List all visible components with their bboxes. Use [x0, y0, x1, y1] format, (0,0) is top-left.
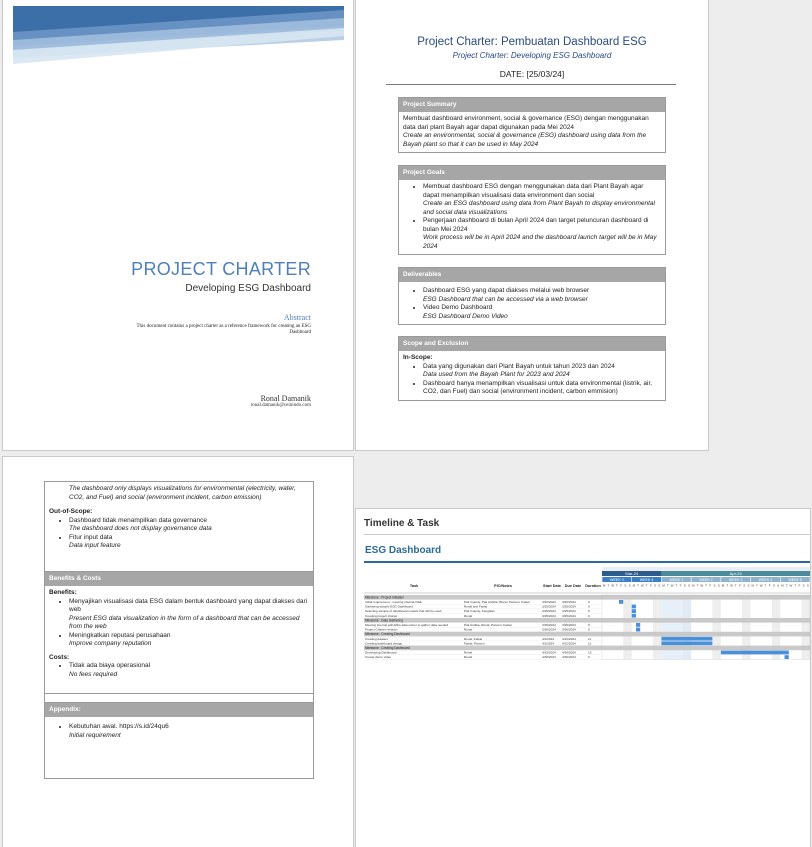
- list-item: [69, 598, 309, 632]
- charter-page: [356, 0, 708, 450]
- task-duration: 15: [588, 650, 592, 655]
- milestone-row-bg: [364, 595, 810, 600]
- day-letter: F: [709, 583, 712, 588]
- timeline-title: Timeline & Task: [364, 518, 440, 529]
- goal-text-id: • Membuat dashboard ESG dengan menggunakan data dari Plant Bayah agar dapat menampilkan visualisasi data environment dan social: [423, 183, 644, 199]
- day-letter: M: [781, 583, 784, 588]
- benefit-text-id: • Meningkatkan reputasi perusahaan: [69, 631, 171, 639]
- day-letter: S: [624, 583, 627, 588]
- week-label: WEEK 4: [639, 578, 654, 582]
- section-heading: Scope and Exclusion: [399, 337, 665, 351]
- deliverable-text-en: ESG Dashboard Demo Video: [423, 312, 508, 320]
- day-letter: M: [632, 583, 636, 588]
- task-duration: 0: [588, 627, 590, 632]
- abstract-heading: Abstract: [283, 313, 311, 322]
- day-letter: S: [628, 583, 631, 588]
- day-letter: S: [717, 583, 720, 588]
- task-pic: Ronal: [464, 650, 473, 655]
- out-scope-text-id: • Fitur input data: [69, 533, 113, 541]
- milestone-label: Milestone : Data Gathering: [365, 618, 403, 623]
- deliverable-text-id: • Dashboard ESG yang dapat diakses melalui web browser: [423, 287, 590, 294]
- milestone-label: Milestone : Creating Dashboard: [365, 632, 410, 637]
- task-due: 3/25/2024: [562, 613, 576, 618]
- task-bar: [632, 605, 636, 609]
- milestone-row-bg: [364, 646, 810, 651]
- task-start: 4/15/2024: [542, 650, 556, 655]
- task-name: Meeting internal with ESG data owner to gather data needed: [365, 623, 449, 627]
- day-letter: M: [662, 583, 665, 588]
- day-letter: W: [730, 583, 733, 588]
- task-bar: [721, 651, 789, 655]
- day-letter: W: [789, 583, 793, 588]
- list-item: [423, 304, 661, 321]
- cost-text-en: No fees required: [69, 670, 118, 678]
- deliverable-text-id: • Video Demo Dashboard: [423, 304, 493, 311]
- task-bar: [636, 628, 640, 632]
- task-pic: Ronal: [464, 627, 473, 632]
- out-scope-text-en: Data input feature: [69, 542, 121, 549]
- goal-text-en: Work process will be in April 2024 and the dashboard launch target will be in May 2024: [423, 234, 657, 250]
- day-letter: F: [798, 583, 801, 588]
- task-start: 4/1/2024: [542, 636, 555, 641]
- list-item: [69, 632, 309, 649]
- benefit-text-id: • Menyajikan visualisasi data ESG dalam bentuk dashboard yang dapat diakses dari web: [69, 597, 308, 613]
- goal-text-id: • Pengerjaan dashboard di bulan April 2024 dan target peluncuran dashboard di bulan Mei 2024: [423, 217, 649, 233]
- day-letter: T: [607, 583, 610, 588]
- abstract-text: This document contains a project charter as a reference framework for creating an ESG Dashboard: [136, 324, 311, 335]
- day-letter: T: [756, 583, 758, 588]
- project-goals-section: [398, 165, 666, 255]
- author-email: ronal.damanik@ceinindo.com: [250, 403, 311, 408]
- out-of-scope-label: Out-of-Scope:: [49, 508, 93, 515]
- column-header: PIC/Notes: [494, 584, 512, 588]
- deliverables-section: [398, 267, 666, 325]
- day-letter: W: [759, 583, 763, 588]
- list-item: [423, 380, 661, 397]
- task-duration: 11: [588, 641, 592, 646]
- summary-text-id: Membuat dashboard environment, social & governance (ESG) dengan menggunakan data dari plant Bayah agar dapat digunakan pada Mei 2024: [403, 115, 649, 131]
- day-letter: S: [777, 583, 780, 588]
- task-name: Project Charter revision: [365, 627, 398, 632]
- cover-wave-graphic: [13, 6, 344, 64]
- task-due: 4/30/2024: [562, 655, 576, 660]
- day-letter: T: [666, 583, 669, 588]
- day-letter: S: [658, 583, 661, 588]
- section-heading: Deliverables: [399, 268, 665, 282]
- task-due: 4/12/2024: [562, 636, 576, 641]
- task-name: Creating dashboard design: [365, 641, 403, 646]
- day-letter: W: [700, 583, 704, 588]
- day-letter: F: [768, 583, 771, 588]
- day-letter: S: [772, 583, 775, 588]
- benefit-text-en: Improve company reputation: [69, 640, 152, 647]
- day-letter: T: [726, 583, 729, 588]
- day-letter: W: [611, 583, 615, 588]
- day-letter: F: [739, 583, 741, 588]
- day-letter: F: [649, 583, 652, 588]
- task-name: Developing Dashboard: [365, 650, 397, 655]
- list-item: [69, 723, 309, 740]
- day-letter: T: [645, 583, 648, 588]
- day-letter: M: [721, 583, 725, 588]
- day-letter: F: [620, 583, 623, 588]
- summary-text-en: Create an environmental, social & governance (ESG) dashboard using data from the Bayah plant so that it can be used in May 2024: [403, 132, 647, 148]
- task-pic: Ronal: [464, 613, 473, 618]
- day-letter: T: [696, 583, 699, 588]
- scope-text-id: • Dashboard hanya menampilkan visualisasi untuk data environmental (listrik, air, CO2, dan Fuel) dan social (environment incident, carbon emmision): [423, 379, 653, 395]
- list-item: [423, 363, 661, 380]
- task-duration: 0: [588, 655, 590, 660]
- column-header: Duration: [585, 584, 601, 588]
- day-letter: T: [615, 583, 618, 588]
- benefit-text-en: Present ESG data visualization in the form of a dashboard that can be accessed from the web: [69, 614, 300, 630]
- gantt-sheet-title: ESG Dashboard: [365, 545, 442, 556]
- task-duration: 0: [588, 609, 590, 614]
- appendix-text-id: • Kebutuhan awal. https://s.id/24qu6: [69, 723, 169, 730]
- day-letter: S: [713, 583, 716, 588]
- task-duration: 0: [588, 613, 590, 618]
- task-name: Create demo video: [365, 655, 392, 660]
- list-item: [423, 217, 661, 251]
- column-header: Due Date: [564, 584, 582, 588]
- task-due: 4/30/2024: [562, 650, 576, 655]
- appendix-text-en: Initial requirement: [69, 731, 121, 739]
- week-label: WEEK 3: [610, 578, 624, 582]
- day-letter: W: [670, 583, 674, 588]
- task-start: 3/25/2024: [542, 604, 556, 609]
- cover-title: PROJECT CHARTER: [131, 259, 311, 279]
- list-item: [423, 183, 661, 217]
- task-pic: Pak Irvandy, Fangalan: [464, 609, 495, 614]
- cover-page: [3, 0, 353, 450]
- scope-text-id: • Data yang digunakan dari Plant Bayah untuk tahun 2023 dan 2024: [423, 362, 615, 370]
- author-name: Ronal Damanik: [260, 394, 311, 403]
- day-letter: S: [688, 583, 691, 588]
- column-header: Task: [409, 584, 419, 588]
- day-letter: T: [675, 583, 678, 588]
- gantt-svg: [364, 567, 810, 663]
- day-letter: T: [734, 583, 737, 588]
- appendix-section: [44, 702, 314, 779]
- day-letter: T: [705, 583, 707, 588]
- task-pic: Ronal and Faisal: [464, 604, 488, 609]
- week-label: WEEK 4: [758, 578, 773, 582]
- task-due: 4/12/2024: [562, 641, 576, 646]
- task-start: 3/25/2024: [542, 609, 556, 614]
- task-bar: [785, 655, 789, 659]
- list-item: [69, 662, 309, 679]
- task-due: 3/22/2024: [562, 600, 576, 604]
- costs-label: Costs:: [49, 653, 70, 661]
- project-summary-section: [398, 97, 666, 153]
- task-start: 4/1/2024: [542, 641, 555, 646]
- day-letter: S: [743, 583, 746, 588]
- task-due: 3/26/2024: [562, 627, 576, 632]
- milestone-label: Milestone : Project Initiation: [365, 595, 404, 600]
- task-name: Selecting sample of dashboard models that will be used: [365, 609, 442, 614]
- task-start: 3/25/2024: [542, 613, 556, 618]
- day-letter: T: [637, 583, 640, 588]
- deliverable-text-en: ESG Dashboard that can be accessed via a web browser: [423, 295, 588, 303]
- week-label: WEEK 5: [788, 578, 802, 582]
- scope-text-en: Data used from the Bayah Plant for 2023 and 2024: [423, 371, 570, 378]
- benefits-costs-section: [44, 571, 314, 694]
- divider: [386, 84, 676, 85]
- day-letter: S: [654, 583, 657, 588]
- task-bar: [661, 637, 712, 641]
- week-label: WEEK 3: [728, 578, 743, 582]
- day-letter: T: [764, 583, 767, 588]
- task-pic: Ronal: [464, 655, 473, 660]
- task-due: 3/26/2024: [562, 623, 576, 627]
- task-pic: Faisal, Pamuni: [464, 641, 485, 646]
- task-name: Creating project charter: [365, 613, 398, 618]
- task-duration: 0: [588, 600, 590, 604]
- task-start: 3/22/2024: [542, 600, 556, 604]
- gantt-chart: [364, 567, 810, 663]
- day-letter: F: [679, 583, 682, 588]
- task-name: Creating dataset: [365, 636, 388, 641]
- task-start: 3/26/2024: [542, 623, 556, 627]
- charter-page-2: [3, 457, 353, 847]
- divider: [364, 534, 810, 535]
- task-duration: 0: [588, 604, 590, 609]
- task-pic: Ronal, Faisal: [464, 636, 483, 641]
- task-pic: Pak Irvandy, Pak Andrita, Bisnur Pamuni, Faisal: [464, 600, 530, 604]
- list-item: [69, 534, 309, 551]
- list-item: [69, 517, 309, 534]
- cost-text-id: • Tidak ada biaya operasional: [69, 662, 151, 669]
- day-letter: S: [747, 583, 750, 588]
- month-label: Apr-24: [729, 571, 742, 577]
- task-due: 3/25/2024: [562, 609, 576, 614]
- out-scope-text-id: • Dashboard tidak menampilkan data governance: [69, 516, 208, 524]
- section-heading: Project Summary: [399, 98, 665, 112]
- milestone-label: Milestone : Creating Dashboard: [365, 646, 410, 650]
- task-duration: 0: [588, 623, 590, 627]
- day-letter: S: [683, 583, 686, 588]
- task-bar: [661, 641, 712, 645]
- task-bar: [632, 609, 636, 613]
- section-heading: Benefits & Costs: [45, 572, 313, 586]
- task-bar: [636, 623, 640, 627]
- goal-text-en: Create an ESG dashboard using data from Plant Bayah to display environmental and social data visualizations: [423, 200, 655, 216]
- charter-date: DATE: [25/03/24]: [499, 69, 565, 79]
- benefits-label: Benefits:: [49, 589, 77, 596]
- task-name: Initial requirement - meeting internal OAE: [365, 600, 422, 604]
- out-scope-text-en: The dashboard does not display governance data: [69, 525, 212, 532]
- day-letter: T: [794, 583, 797, 588]
- scope-text-en: The dashboard only displays visualizations for environmental (electricity, water, CO2, and Fuel) and social (environment incident, carbon emission): [69, 485, 296, 501]
- task-start: 3/26/2024: [542, 627, 556, 632]
- cover-subtitle: Developing ESG Dashboard: [185, 283, 311, 294]
- task-bar: [619, 600, 623, 604]
- section-heading: Project Goals: [399, 166, 665, 180]
- charter-subtitle: Project Charter: Developing ESG Dashboard: [452, 51, 612, 60]
- task-bar: [632, 614, 636, 618]
- milestone-row-bg: [364, 618, 810, 623]
- week-label: WEEK 1: [669, 578, 684, 582]
- week-label: WEEK 2: [699, 578, 713, 582]
- in-scope-label: In-Scope:: [403, 354, 433, 361]
- day-letter: S: [806, 583, 809, 588]
- day-letter: M: [692, 583, 695, 588]
- column-header: Start Date: [543, 584, 561, 588]
- timeline-page: [356, 509, 810, 847]
- task-name: Gathering sample ESG Dashboard: [365, 604, 413, 609]
- month-label: Mar-24: [625, 571, 639, 577]
- task-start: 4/30/2024: [542, 655, 556, 660]
- day-letter: W: [640, 583, 644, 588]
- task-due: 3/25/2024: [562, 604, 576, 609]
- task-pic: Pak Andika, Ronal, Pamuni, Faisal: [464, 623, 512, 627]
- charter-title: Project Charter: Pembuatan Dashboard ESG: [417, 36, 647, 48]
- day-letter: M: [602, 583, 606, 588]
- divider: [364, 561, 810, 563]
- day-letter: M: [751, 583, 754, 588]
- day-letter: S: [802, 583, 805, 588]
- list-item: [423, 287, 661, 304]
- day-letter: T: [785, 583, 788, 588]
- section-heading: Appendix:: [45, 703, 313, 717]
- milestone-row-bg: [364, 632, 810, 637]
- scope-section: [398, 336, 666, 401]
- task-duration: 11: [588, 636, 592, 641]
